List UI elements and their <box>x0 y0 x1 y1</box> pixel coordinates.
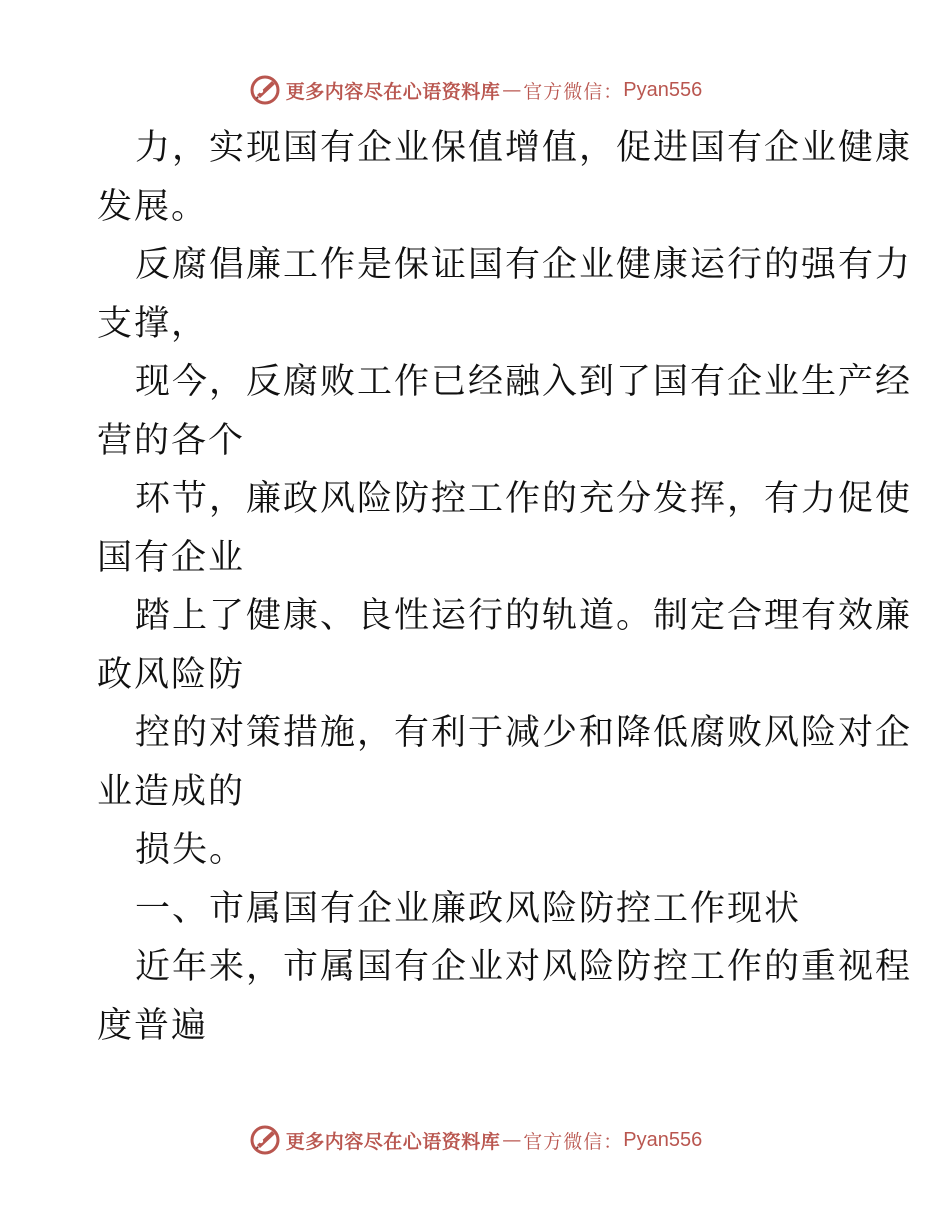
body-line: 现今，反腐败工作已经融入到了国有企业生产经 <box>135 362 913 402</box>
footer-watermark <box>0 1120 950 1160</box>
footer-brand-text: 更多内容尽在心语资料库 <box>285 1130 501 1153</box>
body-line: 国有企业 <box>97 537 246 578</box>
header-separator: — <box>502 79 522 101</box>
header-official-label: 官方微信： <box>523 80 624 103</box>
body-line: 营的各个 <box>97 420 246 461</box>
body-line: 环节，廉政风险防控工作的充分发挥，有力促使 <box>135 479 913 519</box>
brand-logo-icon <box>248 73 282 107</box>
body-line: 控的对策措施，有利于减少和降低腐败风险对企 <box>135 713 913 753</box>
header-wechat-id: Pyan556 <box>623 78 703 101</box>
body-line: 损失。 <box>135 830 247 870</box>
body-line: 发展。 <box>97 186 209 227</box>
document-body <box>97 119 913 1055</box>
body-line: 度普遍 <box>97 1005 209 1046</box>
header-brand-text: 更多内容尽在心语资料库 <box>285 80 501 103</box>
body-line: 踏上了健康、良性运行的轨道。制定合理有效廉 <box>135 596 913 636</box>
body-line: 支撑， <box>97 303 209 344</box>
body-line: 力，实现国有企业保值增值，促进国有企业健康 <box>135 128 913 168</box>
footer-official-label: 官方微信： <box>523 1130 624 1153</box>
body-line: 反腐倡廉工作是保证国有企业健康运行的强有力 <box>135 245 913 285</box>
header-watermark <box>0 70 950 110</box>
section-heading: 一、市属国有企业廉政风险防控工作现状 <box>135 888 802 929</box>
brand-logo-icon <box>248 1123 282 1157</box>
body-line: 政风险防 <box>97 654 246 695</box>
body-line: 近年来，市属国有企业对风险防控工作的重视程 <box>135 947 913 987</box>
footer-wechat-id: Pyan556 <box>623 1128 703 1151</box>
footer-separator: — <box>502 1129 522 1151</box>
body-line: 业造成的 <box>97 771 246 812</box>
